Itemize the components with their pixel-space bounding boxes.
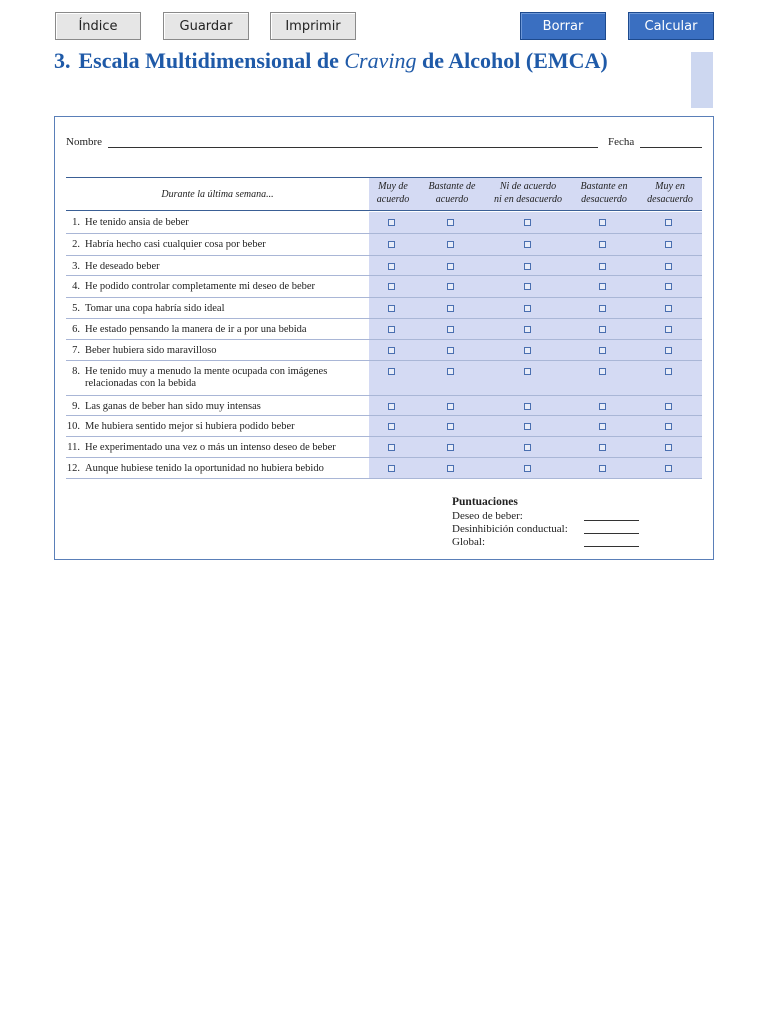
answer-checkbox-col-1[interactable]: [388, 368, 395, 375]
answer-checkbox-col-4[interactable]: [599, 368, 606, 375]
score-desinhibicion: Desinhibición conductual:: [452, 523, 642, 536]
answer-checkbox-col-4[interactable]: [599, 465, 606, 472]
answer-checkbox-col-1[interactable]: [388, 241, 395, 248]
answer-checkbox-col-1[interactable]: [388, 465, 395, 472]
answer-checkbox-col-2[interactable]: [447, 305, 454, 312]
table-header-rule: [66, 210, 702, 211]
item-text: He tenido ansia de beber: [85, 217, 189, 228]
scores-block: [452, 496, 642, 549]
item-number: 5.: [72, 303, 80, 314]
title-part1: Escala Multidimensional de: [78, 48, 345, 73]
answer-checkbox-col-3[interactable]: [524, 423, 531, 430]
col-header-ni-de-acuerdo: Ni de acuerdo ni en desacuerdo: [494, 181, 562, 205]
answer-checkbox-col-2[interactable]: [447, 241, 454, 248]
answer-checkbox-col-4[interactable]: [599, 326, 606, 333]
answer-checkbox-col-4[interactable]: [599, 444, 606, 451]
score-global-field[interactable]: [584, 546, 639, 547]
answer-checkbox-col-4[interactable]: [599, 403, 606, 410]
table-row: [66, 416, 702, 437]
item-text: Beber hubiera sido maravilloso: [85, 345, 217, 356]
answer-checkbox-col-2[interactable]: [447, 326, 454, 333]
question-header: Durante la última semana...: [161, 188, 274, 200]
answer-checkbox-col-3[interactable]: [524, 403, 531, 410]
col-header-muy-de-acuerdo: Muy de acuerdo: [376, 181, 410, 205]
answer-checkbox-col-5[interactable]: [665, 241, 672, 248]
table-row: [66, 212, 702, 234]
answer-checkbox-col-2[interactable]: [447, 423, 454, 430]
item-text: He deseado beber: [85, 261, 160, 272]
table-row: [66, 319, 702, 340]
table-row: [66, 234, 702, 256]
answer-checkbox-col-2[interactable]: [447, 263, 454, 270]
page-title: [54, 48, 608, 74]
answer-checkbox-col-4[interactable]: [599, 263, 606, 270]
answer-checkbox-col-5[interactable]: [665, 403, 672, 410]
answer-checkbox-col-1[interactable]: [388, 444, 395, 451]
table-row: [66, 340, 702, 361]
answer-checkbox-col-5[interactable]: [665, 263, 672, 270]
answer-checkbox-col-5[interactable]: [665, 326, 672, 333]
answer-checkbox-col-3[interactable]: [524, 326, 531, 333]
answer-checkbox-col-5[interactable]: [665, 368, 672, 375]
answer-checkbox-col-2[interactable]: [447, 465, 454, 472]
score-desinhibicion-field[interactable]: [584, 533, 639, 534]
answer-checkbox-col-1[interactable]: [388, 347, 395, 354]
table-row: [66, 396, 702, 416]
table-row: [66, 437, 702, 458]
answer-checkbox-col-5[interactable]: [665, 444, 672, 451]
answer-checkbox-col-1[interactable]: [388, 326, 395, 333]
answer-checkbox-col-3[interactable]: [524, 305, 531, 312]
table-row: [66, 276, 702, 298]
answer-checkbox-col-4[interactable]: [599, 305, 606, 312]
item-text: Tomar una copa habría sido ideal: [85, 303, 225, 314]
imprimir-button[interactable]: Imprimir: [270, 12, 356, 40]
answer-checkbox-col-1[interactable]: [388, 403, 395, 410]
score-deseo: Deseo de beber:: [452, 510, 642, 523]
table-row: [66, 458, 702, 479]
answer-checkbox-col-5[interactable]: [665, 305, 672, 312]
answer-checkbox-col-1[interactable]: [388, 283, 395, 290]
col-header-muy-en-desacuerdo: Muy en desacuerdo: [647, 181, 693, 205]
answer-checkbox-col-5[interactable]: [665, 423, 672, 430]
answer-checkbox-col-5[interactable]: [665, 283, 672, 290]
answer-checkbox-col-1[interactable]: [388, 305, 395, 312]
answer-checkbox-col-2[interactable]: [447, 403, 454, 410]
item-number: 2.: [72, 239, 80, 250]
answer-checkbox-col-4[interactable]: [599, 423, 606, 430]
answer-checkbox-col-5[interactable]: [665, 465, 672, 472]
title-italic: Craving: [344, 48, 417, 73]
calcular-button[interactable]: Calcular: [628, 12, 714, 40]
table-row: [66, 361, 702, 396]
scores-heading: Puntuaciones: [452, 496, 518, 508]
item-text: Habría hecho casi cualquier cosa por beber: [85, 239, 266, 250]
answer-checkbox-col-3[interactable]: [524, 283, 531, 290]
item-text: He estado pensando la manera de ir a por una bebida: [85, 324, 307, 335]
answer-checkbox-col-4[interactable]: [599, 241, 606, 248]
title-number: 3.: [54, 48, 71, 73]
indice-button[interactable]: Índice: [55, 12, 141, 40]
name-date-row: [66, 136, 702, 150]
answer-checkbox-col-4[interactable]: [599, 347, 606, 354]
item-number: 6.: [72, 324, 80, 335]
item-number: 11.: [67, 442, 80, 453]
answer-checkbox-col-5[interactable]: [665, 347, 672, 354]
answer-checkbox-col-3[interactable]: [524, 241, 531, 248]
item-text: Las ganas de beber han sido muy intensas: [85, 401, 261, 412]
nombre-label: Nombre: [66, 136, 103, 148]
guardar-button[interactable]: Guardar: [163, 12, 249, 40]
answer-checkbox-col-4[interactable]: [599, 219, 606, 226]
answer-checkbox-col-3[interactable]: [524, 219, 531, 226]
col-header-bastante-de-acuerdo: Bastante de acuerdo: [428, 181, 476, 205]
item-text: He experimentado una vez o más un intenso deseo de beber: [85, 442, 336, 453]
item-text: He tenido muy a menudo la mente ocupada con imágenes relacionadas con la bebida: [85, 366, 328, 389]
borrar-button[interactable]: Borrar: [520, 12, 606, 40]
answer-checkbox-col-2[interactable]: [447, 444, 454, 451]
item-text: He podido controlar completamente mi deseo de beber: [85, 281, 316, 292]
item-number: 3.: [72, 261, 80, 272]
item-number: 8.: [72, 366, 80, 377]
item-number: 9.: [72, 401, 80, 412]
answer-checkbox-col-3[interactable]: [524, 444, 531, 451]
fecha-label: Fecha: [608, 136, 635, 148]
table-row: [66, 298, 702, 319]
item-number: 4.: [72, 281, 80, 292]
item-number: 10.: [66, 421, 80, 432]
side-tab: [691, 52, 713, 108]
item-text: Me hubiera sentido mejor si hubiera podido beber: [85, 421, 295, 432]
answer-checkbox-col-2[interactable]: [447, 368, 454, 375]
answer-checkbox-col-3[interactable]: [524, 465, 531, 472]
table-row: [66, 256, 702, 276]
answer-checkbox-col-3[interactable]: [524, 368, 531, 375]
fecha-field[interactable]: [640, 147, 702, 148]
score-global: Global:: [452, 536, 642, 549]
answer-checkbox-col-1[interactable]: [388, 263, 395, 270]
answer-checkbox-col-4[interactable]: [599, 283, 606, 290]
item-number: 1.: [72, 217, 80, 228]
item-number: 7.: [72, 345, 80, 356]
answer-checkbox-col-3[interactable]: [524, 347, 531, 354]
answer-checkbox-col-2[interactable]: [447, 219, 454, 226]
title-part2: de Alcohol (EMCA): [416, 48, 608, 73]
answer-checkbox-col-3[interactable]: [524, 263, 531, 270]
item-number: 12.: [66, 463, 80, 474]
answer-checkbox-col-2[interactable]: [447, 347, 454, 354]
answer-checkbox-col-1[interactable]: [388, 219, 395, 226]
score-deseo-field[interactable]: [584, 520, 639, 521]
answer-checkbox-col-1[interactable]: [388, 423, 395, 430]
answer-checkbox-col-5[interactable]: [665, 219, 672, 226]
col-header-bastante-en-desacuerdo: Bastante en desacuerdo: [580, 181, 628, 205]
answer-checkbox-col-2[interactable]: [447, 283, 454, 290]
nombre-field[interactable]: [108, 147, 598, 148]
item-text: Aunque hubiese tenido la oportunidad no hubiera bebido: [85, 463, 324, 474]
